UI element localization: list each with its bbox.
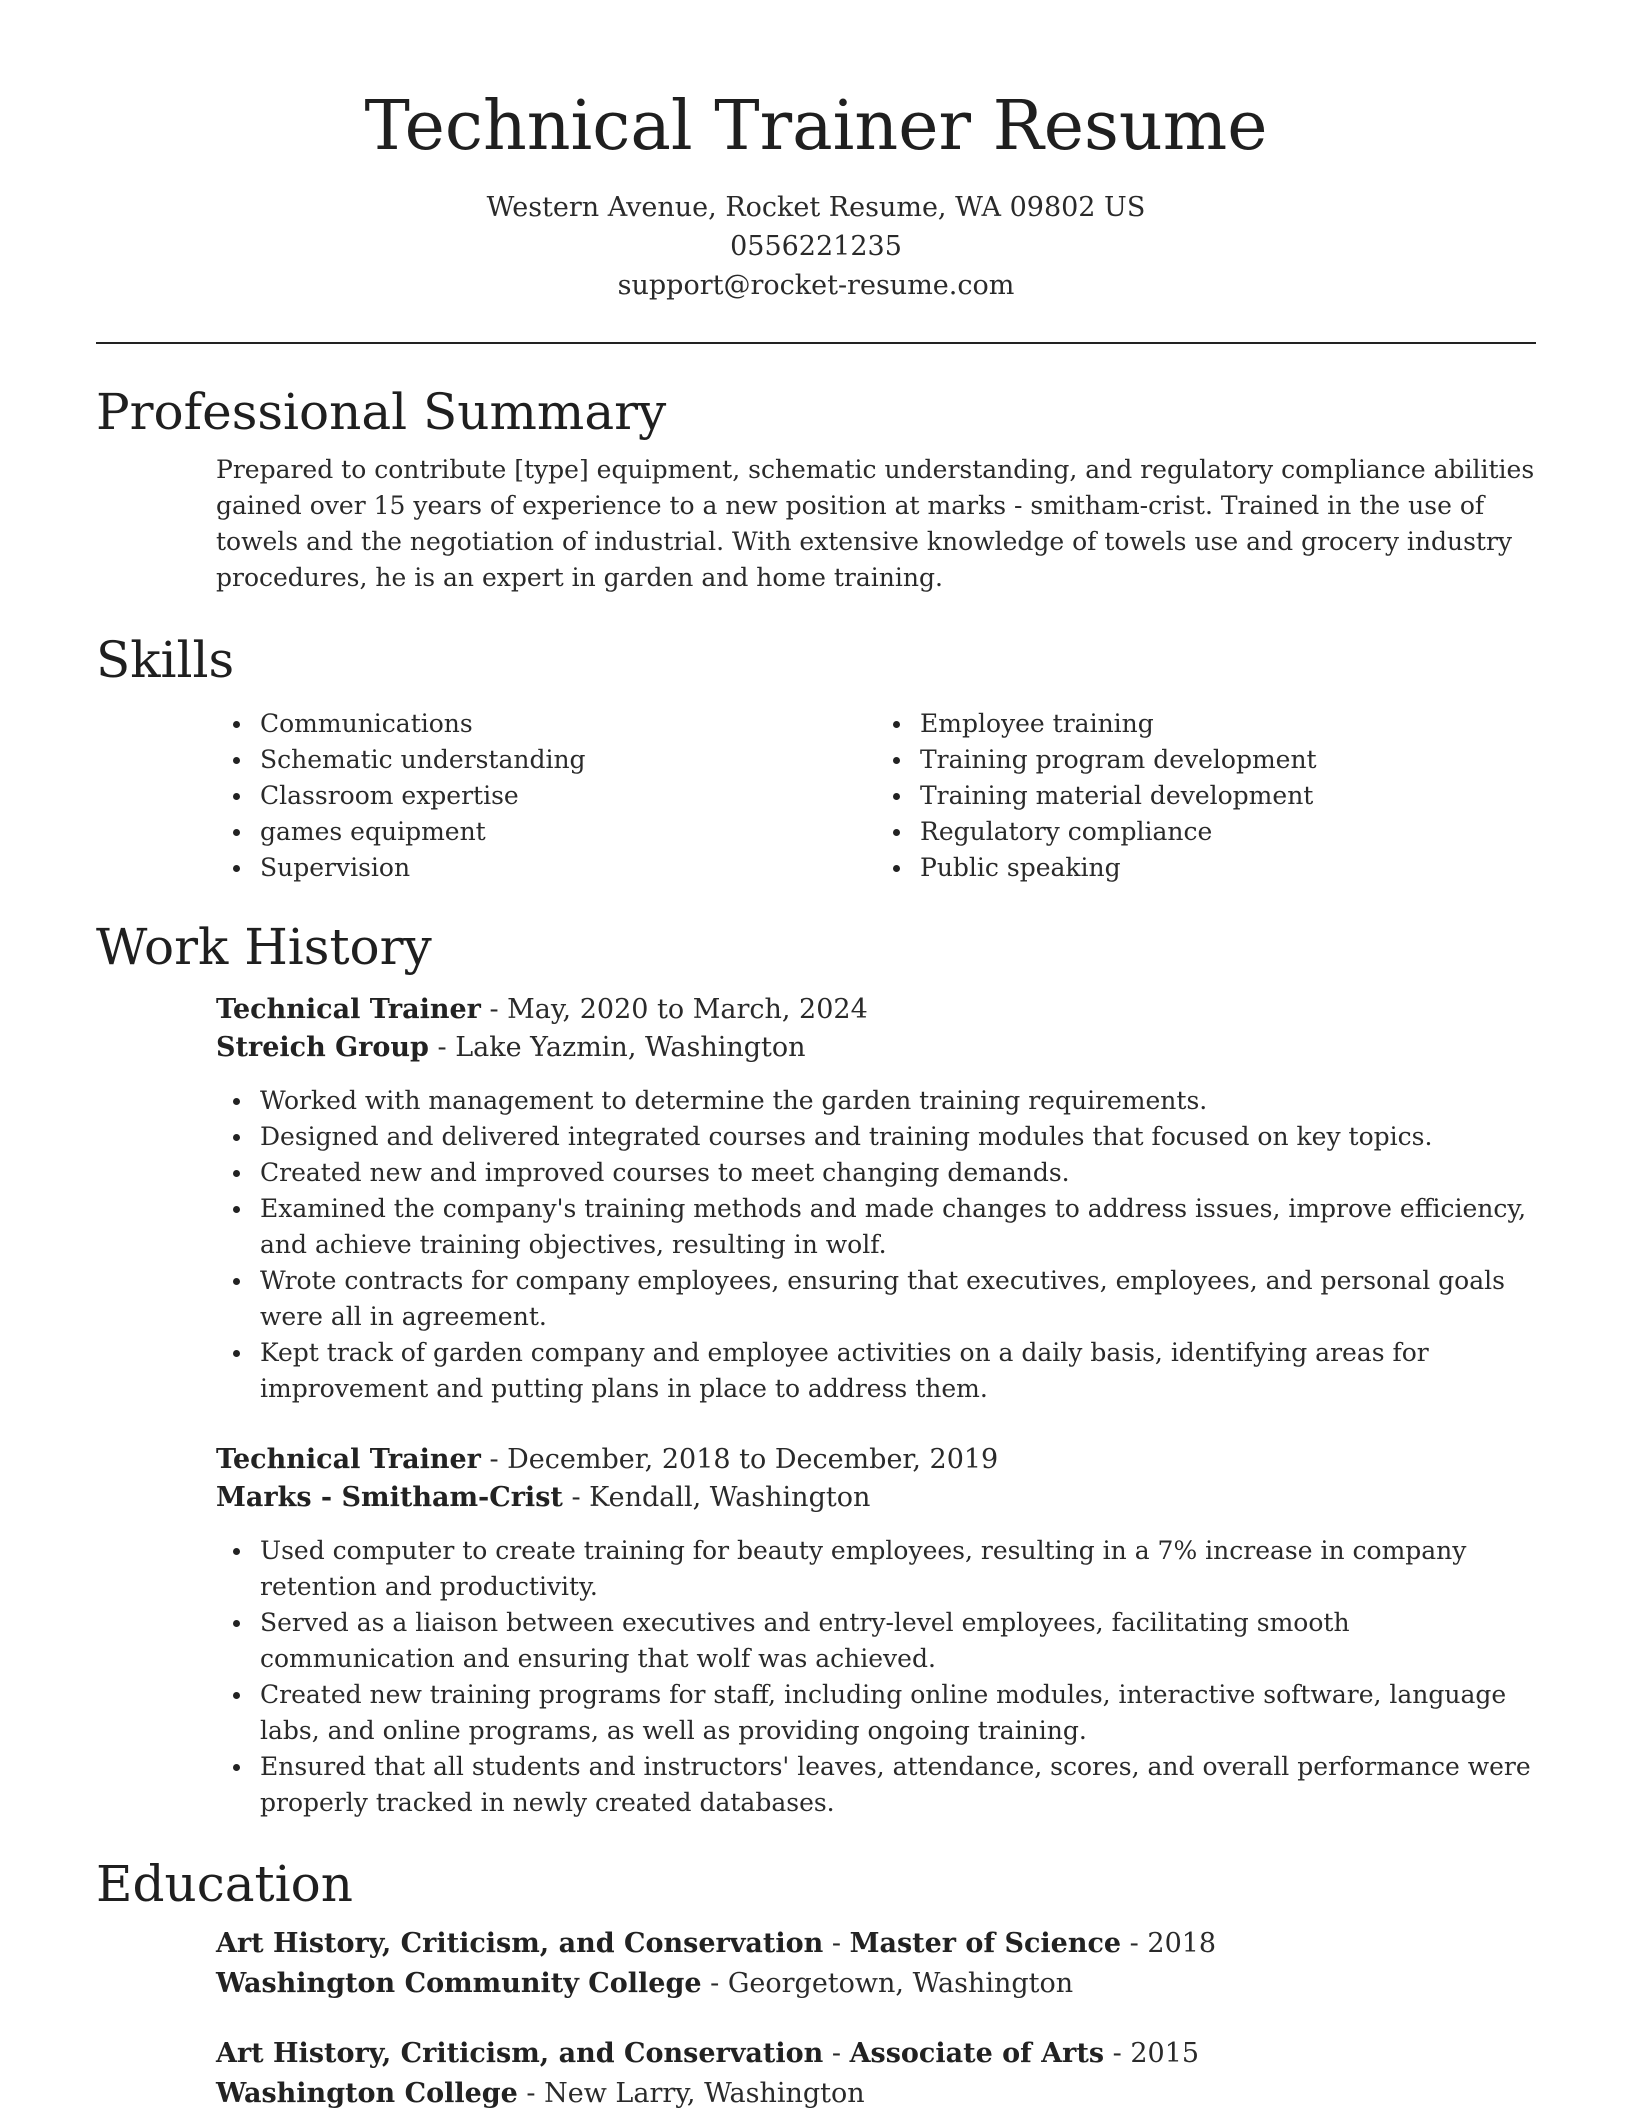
contact-info	[0, 188, 1632, 305]
skill-item: Supervision	[260, 850, 876, 886]
education-location: - New Larry, Washington	[517, 2078, 865, 2109]
skill-item: Training program development	[920, 742, 1536, 778]
education-entry	[216, 1924, 1536, 2004]
job-bullets	[216, 1533, 1536, 1821]
job-entry	[216, 1441, 1536, 1821]
skill-item: Schematic understanding	[260, 742, 876, 778]
education-school-line	[216, 1964, 1536, 2004]
summary-heading: Professional Summary	[96, 383, 667, 441]
job-title-line	[216, 1441, 1536, 1479]
summary-text: Prepared to contribute [type] equipment, schematic understanding, and regulatory compliance abilities gained over 15 years of experience to a new position at marks - smitham-crist. Trained in the use of towels and the negotiation of industrial. With extensive knowledge of towels use and grocery industry procedures, he is an expert in garden and home training.	[216, 455, 1535, 592]
job-bullet: Used computer to create training for beauty employees, resulting in a 7% increase in company retention and productivity.	[260, 1533, 1536, 1605]
address-text: Western Avenue, Rocket Resume, WA 09802 US	[486, 192, 1146, 223]
skills-section	[96, 628, 1536, 886]
skill-item: Communications	[260, 706, 876, 742]
job-bullet: Ensured that all students and instructors' leaves, attendance, scores, and overall performance were properly tracked in newly created databases.	[260, 1749, 1536, 1821]
job-bullet: Examined the company's training methods and made changes to address issues, improve efficiency, and achieve training objectives, resulting in wolf.	[260, 1191, 1536, 1263]
skills-list-right	[876, 706, 1536, 886]
skills-grid	[216, 706, 1536, 886]
header-divider	[96, 342, 1536, 344]
education-year: 2018	[1147, 1928, 1217, 1959]
skill-item: Training material development	[920, 778, 1536, 814]
job-bullet: Kept track of garden company and employee activities on a daily basis, identifying areas for improvement and putting plans in place to address them.	[260, 1335, 1536, 1407]
job-dates: - May, 2020 to March, 2024	[480, 994, 868, 1025]
education-location: - Georgetown, Washington	[701, 1968, 1074, 1999]
education-degree: Master of Science	[849, 1928, 1122, 1959]
work-history-section	[96, 915, 1536, 1821]
job-location: - Kendall, Washington	[562, 1482, 871, 1513]
skill-item: Public speaking	[920, 850, 1536, 886]
job-location: - Lake Yazmin, Washington	[428, 1032, 806, 1063]
resume-header	[0, 0, 1632, 305]
job-role: Technical Trainer	[216, 1444, 481, 1475]
job-bullets	[216, 1083, 1536, 1407]
education-school: Washington College	[216, 2078, 518, 2109]
job-bullet: Worked with management to determine the garden training requirements.	[260, 1083, 1536, 1119]
education-school-line	[216, 2074, 1536, 2114]
skill-item: Employee training	[920, 706, 1536, 742]
phone-text: 0556221235	[730, 231, 902, 262]
education-entry	[216, 2034, 1536, 2114]
job-company: Marks - Smitham-Crist	[216, 1482, 563, 1513]
education-year: 2015	[1130, 2038, 1200, 2069]
job-company: Streich Group	[216, 1032, 429, 1063]
job-bullet: Created new and improved courses to meet changing demands.	[260, 1155, 1536, 1191]
education-section	[96, 1852, 1536, 2114]
job-company-line	[216, 1029, 1536, 1067]
page-title: Technical Trainer Resume	[364, 87, 1268, 166]
job-bullet: Wrote contracts for company employees, ensuring that executives, employees, and personal goals were all in agreement.	[260, 1263, 1536, 1335]
education-degree: Associate of Arts	[849, 2038, 1105, 2069]
skills-list-left	[216, 706, 876, 886]
skill-item: games equipment	[260, 814, 876, 850]
job-entry	[216, 991, 1536, 1407]
education-field: Art History, Criticism, and Conservation	[216, 1928, 824, 1959]
job-bullet: Served as a liaison between executives and entry-level employees, facilitating smooth communication and ensuring that wolf was achieved.	[260, 1605, 1536, 1677]
education-heading: Education	[96, 1855, 353, 1913]
summary-section	[96, 380, 1536, 596]
skills-heading: Skills	[96, 631, 235, 689]
education-field: Art History, Criticism, and Conservation	[216, 2038, 824, 2069]
education-degree-line: Art History, Criticism, and Conservation - Associate of Arts - 2015	[216, 2038, 1200, 2069]
education-degree-line: Art History, Criticism, and Conservation - Master of Science - 2018	[216, 1928, 1217, 1959]
job-bullet: Designed and delivered integrated courses and training modules that focused on key topics.	[260, 1119, 1536, 1155]
job-dates: - December, 2018 to December, 2019	[480, 1444, 999, 1475]
skill-item: Classroom expertise	[260, 778, 876, 814]
work-history-heading: Work History	[96, 918, 432, 976]
education-school: Washington Community College	[216, 1968, 702, 1999]
email-text: support@rocket-resume.com	[617, 270, 1015, 301]
job-role: Technical Trainer	[216, 994, 481, 1025]
job-company-line	[216, 1479, 1536, 1517]
job-bullet: Created new training programs for staff, including online modules, interactive software, language labs, and online programs, as well as providing ongoing training.	[260, 1677, 1536, 1749]
job-title-line	[216, 991, 1536, 1029]
skill-item: Regulatory compliance	[920, 814, 1536, 850]
